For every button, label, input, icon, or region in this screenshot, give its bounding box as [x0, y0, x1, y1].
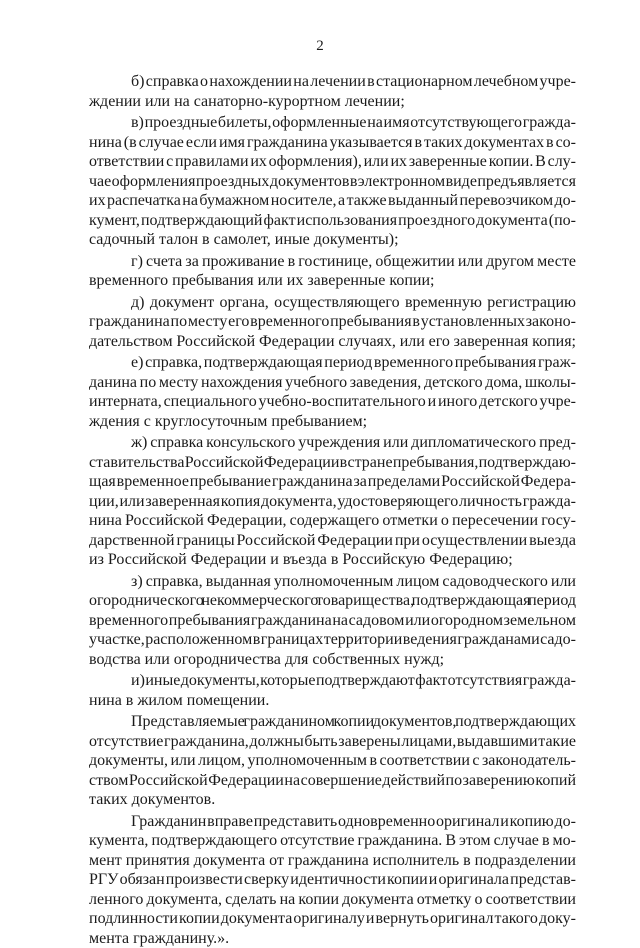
text-line: ленного документа, сделать на копии документа отметку о соответствии	[89, 890, 576, 910]
text-line: е) справка, подтверждающая период временного пребывания граж-	[89, 353, 576, 373]
text-line: Гражданин вправе представить одновременно оригинал и копию до-	[89, 812, 576, 832]
text-line: и) иные документы, которые подтверждают факт отсутствия гражда-	[89, 671, 576, 691]
text-line: Представляемые гражданином копии документов, подтверждающих	[89, 712, 576, 732]
text-line: дательством Российской Федерации случаях, или его заверенная копия;	[89, 332, 576, 352]
text-line: нина Российской Федерации, содержащего отметки о пересечении госу-	[89, 511, 576, 531]
text-line: садочный талон в самолет, иные документы);	[89, 230, 576, 250]
text-line: кумента, подтверждающего отсутствие гражданина. В этом случае в мо-	[89, 831, 576, 851]
document-body	[89, 72, 576, 948]
text-line: водства или огородничества для собственных нужд;	[89, 650, 576, 670]
text-line: ции, или заверенная копия документа, удостоверяющего личность гражда-	[89, 492, 576, 512]
paragraph	[89, 712, 576, 810]
text-line: нина (в случае если имя гражданина указывается в таких документах в со-	[89, 133, 576, 153]
text-line: з) справка, выданная уполномоченным лицом садоводческого или	[89, 572, 576, 592]
text-line: гражданина по месту его временного пребывания в установленных законо-	[89, 312, 576, 332]
text-line: ставительства Российской Федерации в стране пребывания, подтверждаю-	[89, 453, 576, 473]
text-line: г) счета за проживание в гостинице, общежитии или другом месте	[89, 252, 576, 272]
text-line: дарственной границы Российской Федерации при осуществлении выезда	[89, 531, 576, 551]
paragraph	[89, 433, 576, 570]
text-line: б) справка о нахождении на лечении в стационарном лечебном учре-	[89, 72, 576, 92]
text-line: нина в жилом помещении.	[89, 691, 576, 711]
text-line: ждении или на санаторно-курортном лечении;	[89, 92, 576, 112]
text-line: д) документ органа, осуществляющего временную регистрацию	[89, 293, 576, 313]
text-line: отсутствие гражданина, должны быть заверены лицами, выдавшими такие	[89, 732, 576, 752]
text-line: ждения с круглосуточным пребыванием;	[89, 412, 576, 432]
text-line: их распечатка на бумажном носителе, а также выданный перевозчиком до-	[89, 191, 576, 211]
text-line: чае оформления проездных документов в электронном виде предъявляется	[89, 172, 576, 192]
text-line: мента гражданину.».	[89, 929, 576, 948]
text-line: ством Российской Федерации на совершение действий по заверению копий	[89, 771, 576, 791]
page-number: 2	[0, 37, 640, 55]
paragraph	[89, 353, 576, 431]
text-line: ответствии с правилами их оформления), или их заверенные копии. В слу-	[89, 152, 576, 172]
text-line: таких документов.	[89, 790, 576, 810]
text-line: документы, или лицом, уполномоченным в соответствии с законодатель-	[89, 751, 576, 771]
text-line: интерната, специального учебно-воспитательного и иного детского учре-	[89, 392, 576, 412]
text-line: участке, расположенном в границах территории ведения гражданами садо-	[89, 630, 576, 650]
text-line: огороднического некоммерческого товарищества, подтверждающая период	[89, 591, 576, 611]
paragraph	[89, 72, 576, 111]
paragraph	[89, 252, 576, 291]
text-line: из Российской Федерации и въезда в Российскую Федерацию;	[89, 550, 576, 570]
paragraph	[89, 113, 576, 250]
text-line: подлинности копии документа оригиналу и вернуть оригинал такого доку-	[89, 909, 576, 929]
text-line: в) проездные билеты, оформленные на имя отсутствующего гражда-	[89, 113, 576, 133]
text-line: кумент, подтверждающий факт использования проездного документа (по-	[89, 211, 576, 231]
text-line: данина по месту нахождения учебного заведения, детского дома, школы-	[89, 373, 576, 393]
paragraph	[89, 293, 576, 352]
text-line: ж) справка консульского учреждения или дипломатического пред-	[89, 433, 576, 453]
paragraph	[89, 572, 576, 670]
paragraph	[89, 671, 576, 710]
paragraph	[89, 812, 576, 948]
text-line: временного пребывания гражданина на садовом или огородном земельном	[89, 611, 576, 631]
text-line: щая временное пребывание гражданина за пределами Российской Федера-	[89, 472, 576, 492]
text-line: временного пребывания или их заверенные копии;	[89, 271, 576, 291]
text-line: РГУ обязан произвести сверку идентичности копии и оригинала представ-	[89, 870, 576, 890]
text-line: мент принятия документа от гражданина исполнитель в подразделении	[89, 851, 576, 871]
